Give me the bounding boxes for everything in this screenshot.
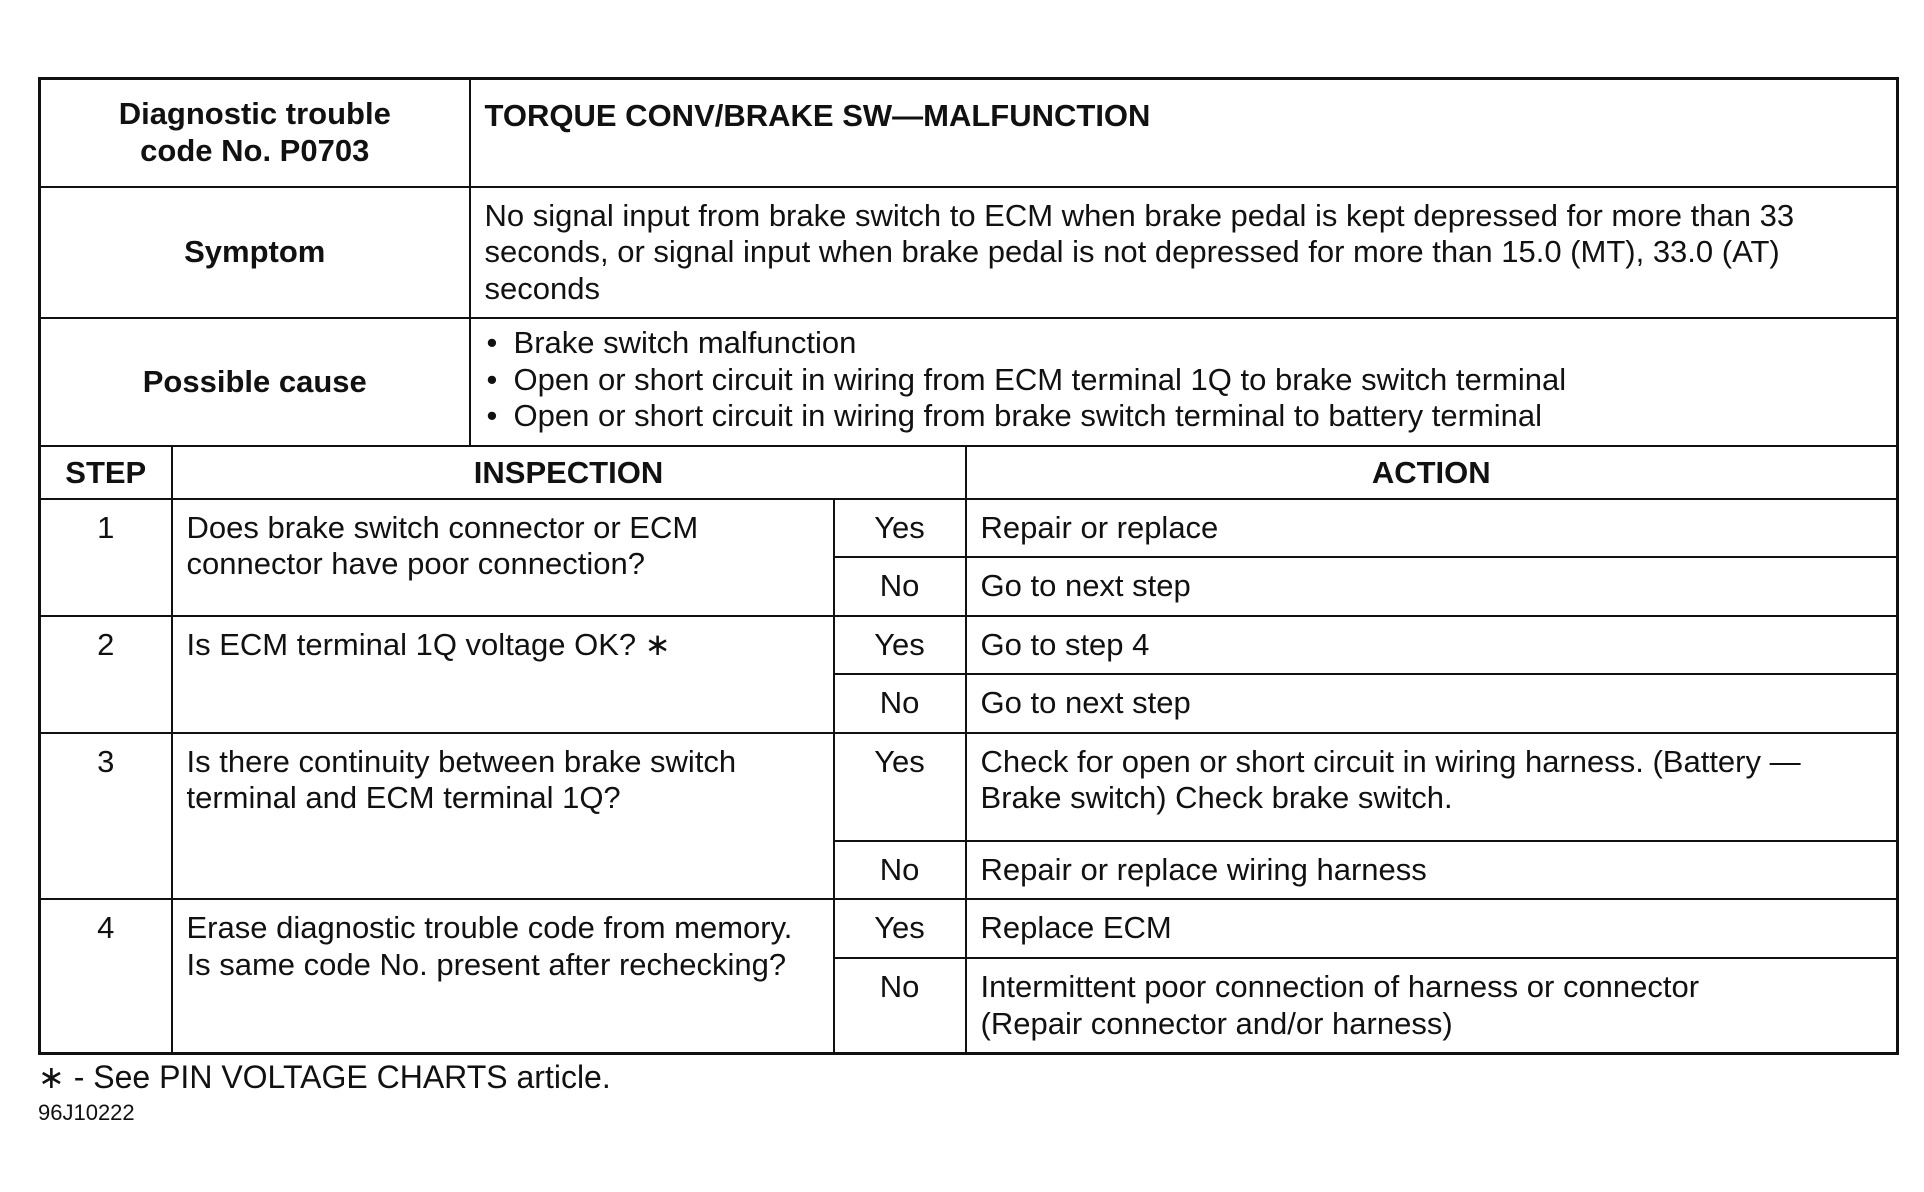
step-number: 2 <box>40 616 172 733</box>
step-number: 3 <box>40 733 172 900</box>
yes-action: Replace ECM <box>966 899 1898 958</box>
step-question-cell <box>172 899 834 1053</box>
no-label: No <box>834 841 966 900</box>
cause-item: • Open or short circuit in wiring from ECM terminal 1Q to brake switch terminal <box>485 362 1883 399</box>
action-column-header: ACTION <box>966 446 1898 499</box>
dtc-title: TORQUE CONV/BRAKE SW—MALFUNCTION <box>470 79 1898 187</box>
no-action: Go to next step <box>966 674 1898 733</box>
step-question: Does brake switch connector or ECM connector have poor connection? <box>172 499 834 616</box>
cause-item: • Open or short circuit in wiring from brake switch terminal to battery terminal <box>485 398 1883 435</box>
no-action-line2: (Repair connector and/or harness) <box>980 1005 1453 1041</box>
code-label-line2: code No. P0703 <box>140 132 370 168</box>
code-label-cell <box>40 79 470 187</box>
cause-list <box>485 325 1883 435</box>
footnote: ∗ - See PIN VOLTAGE CHARTS article. <box>38 1059 611 1095</box>
symptom-text: No signal input from brake switch to ECM when brake pedal is kept depressed for more than 33 seconds, or signal input when brake pedal is not depressed for more than 15.0 (MT), 33.0 (AT) seconds <box>470 187 1898 319</box>
no-label: No <box>834 958 966 1054</box>
inspection-column-header: INSPECTION <box>172 446 966 499</box>
step-column-header: STEP <box>40 446 172 499</box>
step-question: Is there continuity between brake switch terminal and ECM terminal 1Q? <box>172 733 834 900</box>
code-label-line1: Diagnostic trouble <box>118 96 391 132</box>
yes-action: Check for open or short circuit in wiring harness. (Battery — Brake switch) Check brake switch. <box>966 733 1898 841</box>
no-action: Go to next step <box>966 557 1898 616</box>
step-question-line1: Erase diagnostic trouble code from memory. <box>186 910 793 946</box>
figure-id: 96J10222 <box>38 1100 135 1125</box>
cause-label: Possible cause <box>40 318 470 446</box>
column-header-row <box>40 446 1898 499</box>
no-label: No <box>834 674 966 733</box>
diagnostic-document <box>38 77 1896 1055</box>
cause-list-cell <box>470 318 1898 446</box>
step-row <box>40 499 1898 558</box>
no-action: Repair or replace wiring harness <box>966 841 1898 900</box>
yes-action: Go to step 4 <box>966 616 1898 675</box>
step-number: 4 <box>40 899 172 1053</box>
yes-label: Yes <box>834 733 966 841</box>
yes-label: Yes <box>834 499 966 558</box>
no-action-line1: Intermittent poor connection of harness or connector <box>980 969 1700 1005</box>
yes-label: Yes <box>834 616 966 675</box>
step-row <box>40 899 1898 958</box>
no-action-cell <box>966 958 1898 1054</box>
step-number: 1 <box>40 499 172 616</box>
step-question: Is ECM terminal 1Q voltage OK? ∗ <box>172 616 834 733</box>
cause-item: • Brake switch malfunction <box>485 325 1883 362</box>
yes-action: Repair or replace <box>966 499 1898 558</box>
yes-label: Yes <box>834 899 966 958</box>
symptom-row <box>40 187 1898 319</box>
symptom-label: Symptom <box>40 187 470 319</box>
cause-row <box>40 318 1898 446</box>
step-question-line2: Is same code No. present after rechecking? <box>186 947 787 983</box>
code-row <box>40 79 1898 187</box>
diagnostic-table <box>38 77 1899 1055</box>
step-row <box>40 616 1898 675</box>
no-label: No <box>834 557 966 616</box>
step-row <box>40 733 1898 841</box>
